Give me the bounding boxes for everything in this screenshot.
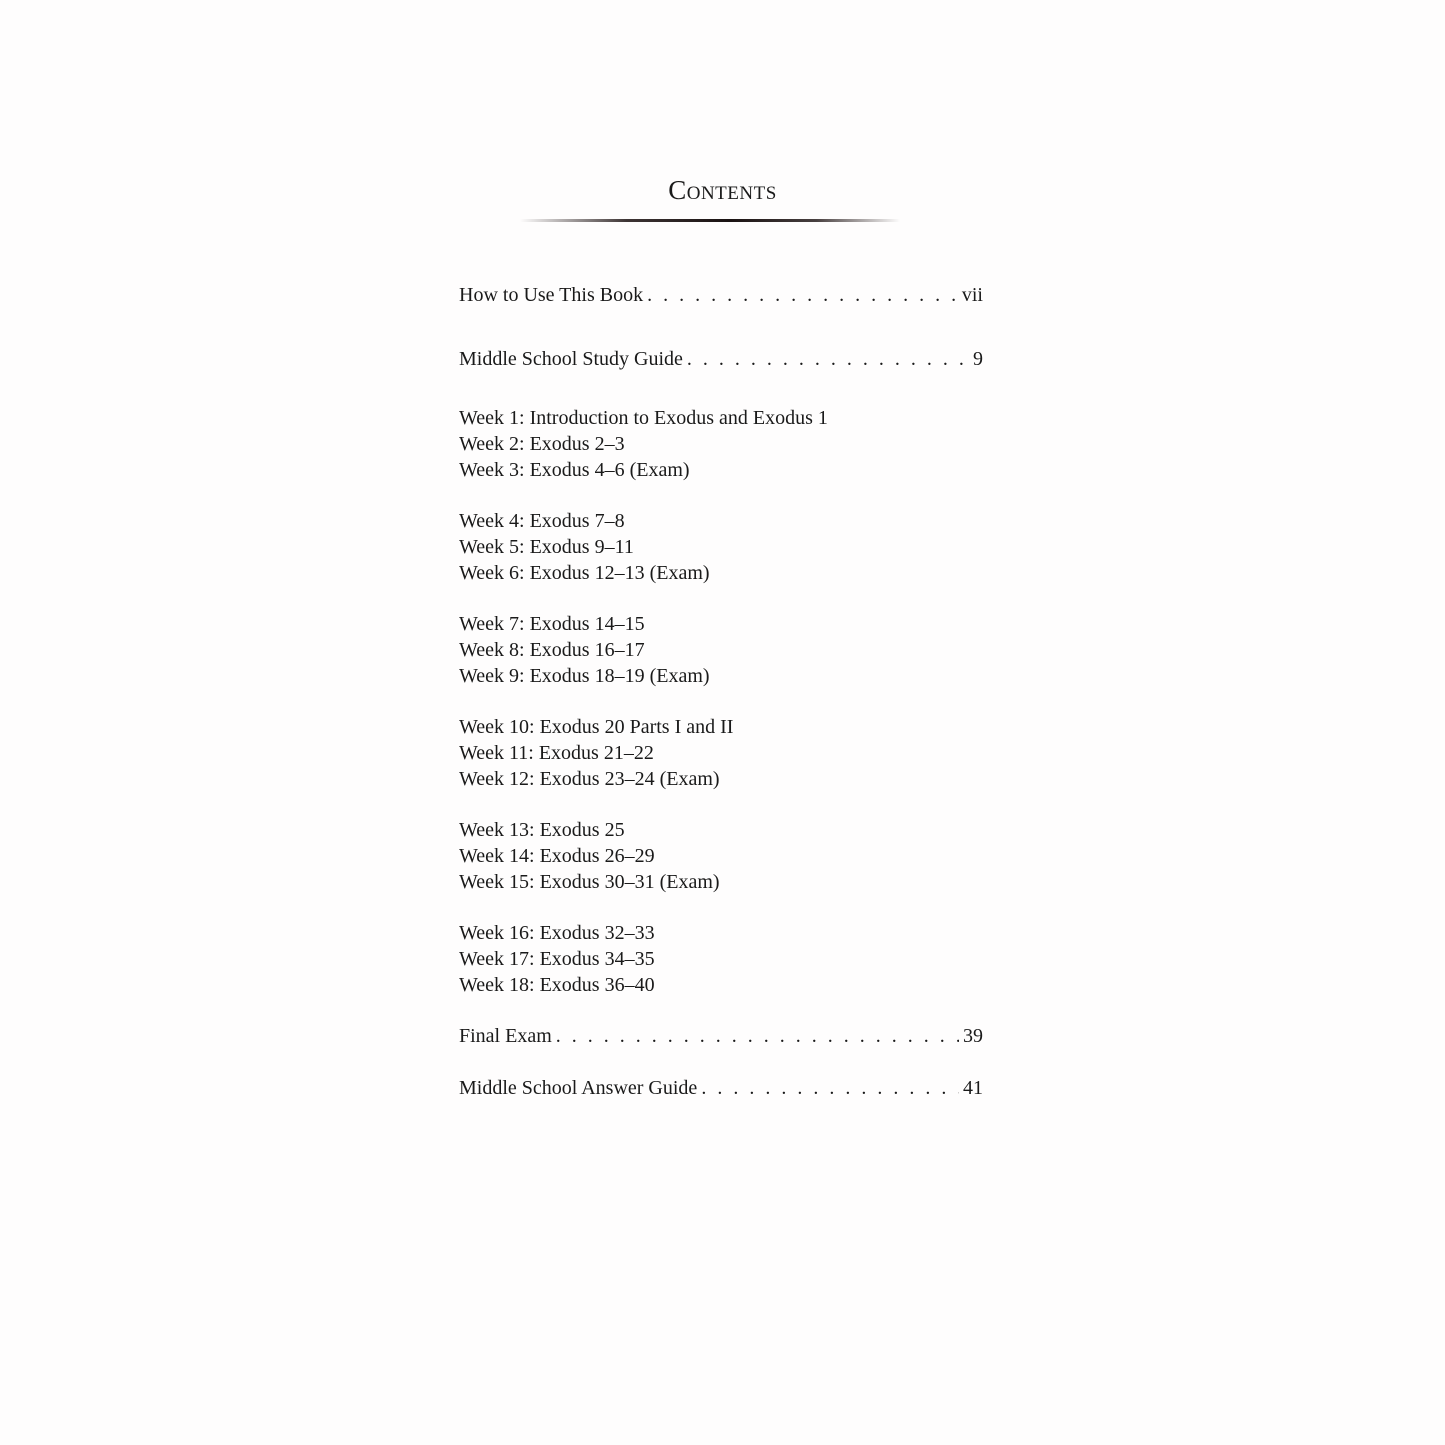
- week-entry: Week 8: Exodus 16–17: [459, 639, 645, 661]
- week-entry: Week 6: Exodus 12–13 (Exam): [459, 562, 710, 584]
- toc-entry-study-guide: [459, 346, 983, 372]
- week-entry: Week 13: Exodus 25: [459, 819, 625, 841]
- week-entry: Week 4: Exodus 7–8: [459, 510, 625, 532]
- toc-entry-label: Final Exam: [459, 1025, 552, 1047]
- week-entry: Week 7: Exodus 14–15: [459, 613, 645, 635]
- page-title: Contents: [668, 175, 777, 205]
- week-entry: Week 12: Exodus 23–24 (Exam): [459, 768, 720, 790]
- week-entry: Week 14: Exodus 26–29: [459, 845, 655, 867]
- toc-entry-page: vii: [961, 284, 983, 306]
- toc-entry-how-to-use: [459, 282, 983, 308]
- toc-entry-final-exam: [459, 1023, 983, 1049]
- week-entry: Week 15: Exodus 30–31 (Exam): [459, 871, 720, 893]
- week-entry: Week 2: Exodus 2–3: [459, 433, 625, 455]
- toc-entry-page: 41: [963, 1077, 983, 1099]
- week-entry: Week 10: Exodus 20 Parts I and II: [459, 716, 734, 738]
- week-group: [459, 611, 983, 689]
- week-entry: Week 18: Exodus 36–40: [459, 974, 655, 996]
- week-entry: Week 9: Exodus 18–19 (Exam): [459, 665, 710, 687]
- toc-entry-label: Middle School Study Guide: [459, 348, 683, 370]
- dot-leader: [701, 1075, 959, 1101]
- week-entry: Week 11: Exodus 21–22: [459, 742, 654, 764]
- toc-entry-answer-guide: [459, 1075, 983, 1101]
- week-entry: Week 16: Exodus 32–33: [459, 922, 655, 944]
- dot-leader: [556, 1023, 959, 1049]
- week-group: [459, 714, 983, 792]
- week-entry: Week 1: Introduction to Exodus and Exodus 1: [459, 407, 828, 429]
- week-entry: Week 5: Exodus 9–11: [459, 536, 634, 558]
- week-entry: Week 17: Exodus 34–35: [459, 948, 655, 970]
- week-group: [459, 508, 983, 586]
- toc-entry-page: 39: [963, 1025, 983, 1047]
- toc-entry-label: Middle School Answer Guide: [459, 1077, 698, 1099]
- week-group: [459, 405, 983, 483]
- week-entry: Week 3: Exodus 4–6 (Exam): [459, 459, 690, 481]
- title-rule: [520, 219, 900, 222]
- dot-leader: [647, 282, 958, 308]
- week-group: [459, 817, 983, 895]
- dot-leader: [687, 346, 969, 372]
- toc-entry-page: 9: [973, 348, 983, 370]
- toc-entry-label: How to Use This Book: [459, 284, 644, 306]
- week-group: [459, 920, 983, 998]
